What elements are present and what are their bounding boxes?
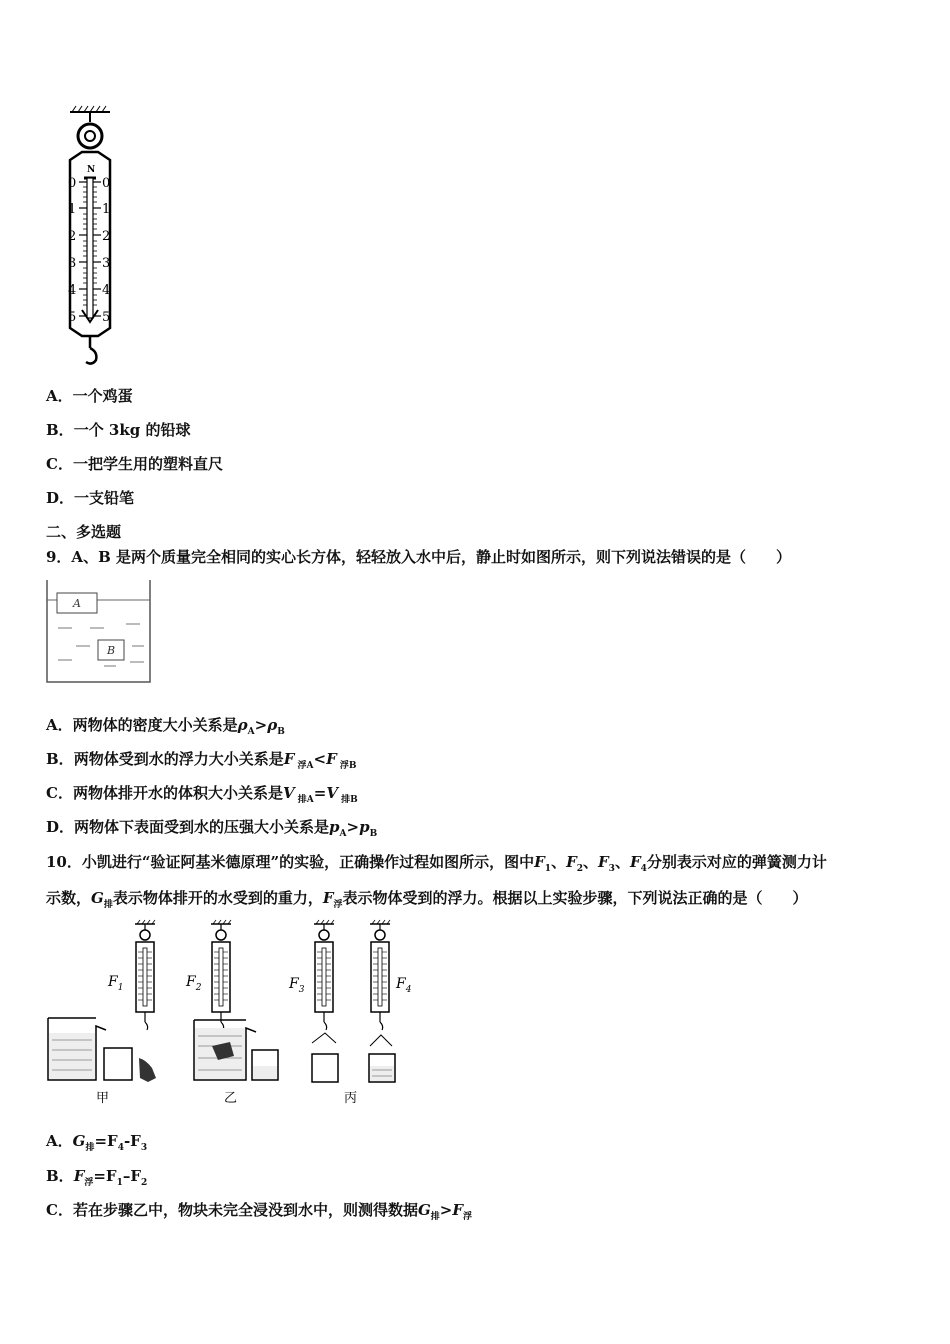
fig-label-bing: 丙 [344,1091,358,1106]
q9-option-c[interactable]: C．两物体排开水的体积大小关系是V $_{排A}$=V $_{排B}$ [46,784,358,805]
q10-experiment-figure [44,918,424,1108]
q9-stem: 9．A、B 是两个质量完全相同的实心长方体，轻轻放入水中后，静止时如图所示，则下列说法错误的是（ ） [46,548,791,566]
q8-option-d[interactable]: D．一支铅笔 [46,489,135,507]
f4-label: $F_4$ [396,976,412,995]
f1-label: $F_1$ [108,974,124,993]
q10-stem-line1: 10．小凯进行“验证阿基米德原理”的实验，正确操作过程如图所示，图中$F_1$、$F_2$、$F_3$、$F_4$分别表示对应的弹簧测力计 [46,853,827,874]
q10-stem-line2: 示数，$G_排$表示物体排开的水受到的重力，$F_浮$表示物体受到的浮力。根据以上实验步骤，下列说法正确的是（ ） [46,889,808,910]
q8-option-b[interactable]: B．一个 3kg 的铅球 [46,421,191,439]
spring-scale-figure [60,100,130,370]
q9-option-d[interactable]: D．两物体下表面受到水的压强大小关系是$p_A>p_B$ [46,818,378,839]
scale-tick-right-1: 1 [102,202,111,217]
q10-option-a[interactable]: A．$G_排=F_4-F_3$ [46,1132,148,1153]
block-b-label: B [107,644,116,657]
q10-option-b[interactable]: B．$F_浮=F_1-F_2$ [46,1167,148,1188]
q8-option-c[interactable]: C．一把学生用的塑料直尺 [46,455,223,473]
q9-option-b[interactable]: B．两物体受到水的浮力大小关系是F $_{浮A}$<F $_{浮B}$ [46,750,357,771]
scale-tick-left-4: 4 [68,283,77,298]
block-a-label: A [73,597,81,610]
f2-label: $F_2$ [186,974,202,993]
q8-option-a[interactable]: A．一个鸡蛋 [46,387,133,405]
scale-tick-left-1: 1 [68,202,77,217]
fig-label-yi: 乙 [224,1091,238,1106]
f3-label: $F_3$ [289,976,305,995]
scale-tick-left-2: 2 [68,229,77,244]
q10-option-c[interactable]: C．若在步骤乙中，物块未完全浸没到水中，则测得数据$G_排>F_浮$ [46,1201,473,1222]
section-title: 二、多选题 [46,523,122,541]
q9-option-a[interactable]: A．两物体的密度大小关系是$\rho_A>\rho_B$ [46,716,285,737]
scale-tick-right-4: 4 [102,283,111,298]
scale-tick-left-3: 3 [68,256,77,271]
scale-tick-right-5: 5 [102,310,111,325]
scale-tick-left-5: 5 [68,310,77,325]
fig-label-jia: 甲 [96,1091,110,1106]
scale-unit: N [87,165,96,175]
scale-tick-right-0: 0 [102,176,111,191]
scale-tick-right-3: 3 [102,256,111,271]
q9-water-tank-figure [44,580,156,685]
scale-tick-left-0: 0 [68,176,77,191]
scale-tick-right-2: 2 [102,229,111,244]
